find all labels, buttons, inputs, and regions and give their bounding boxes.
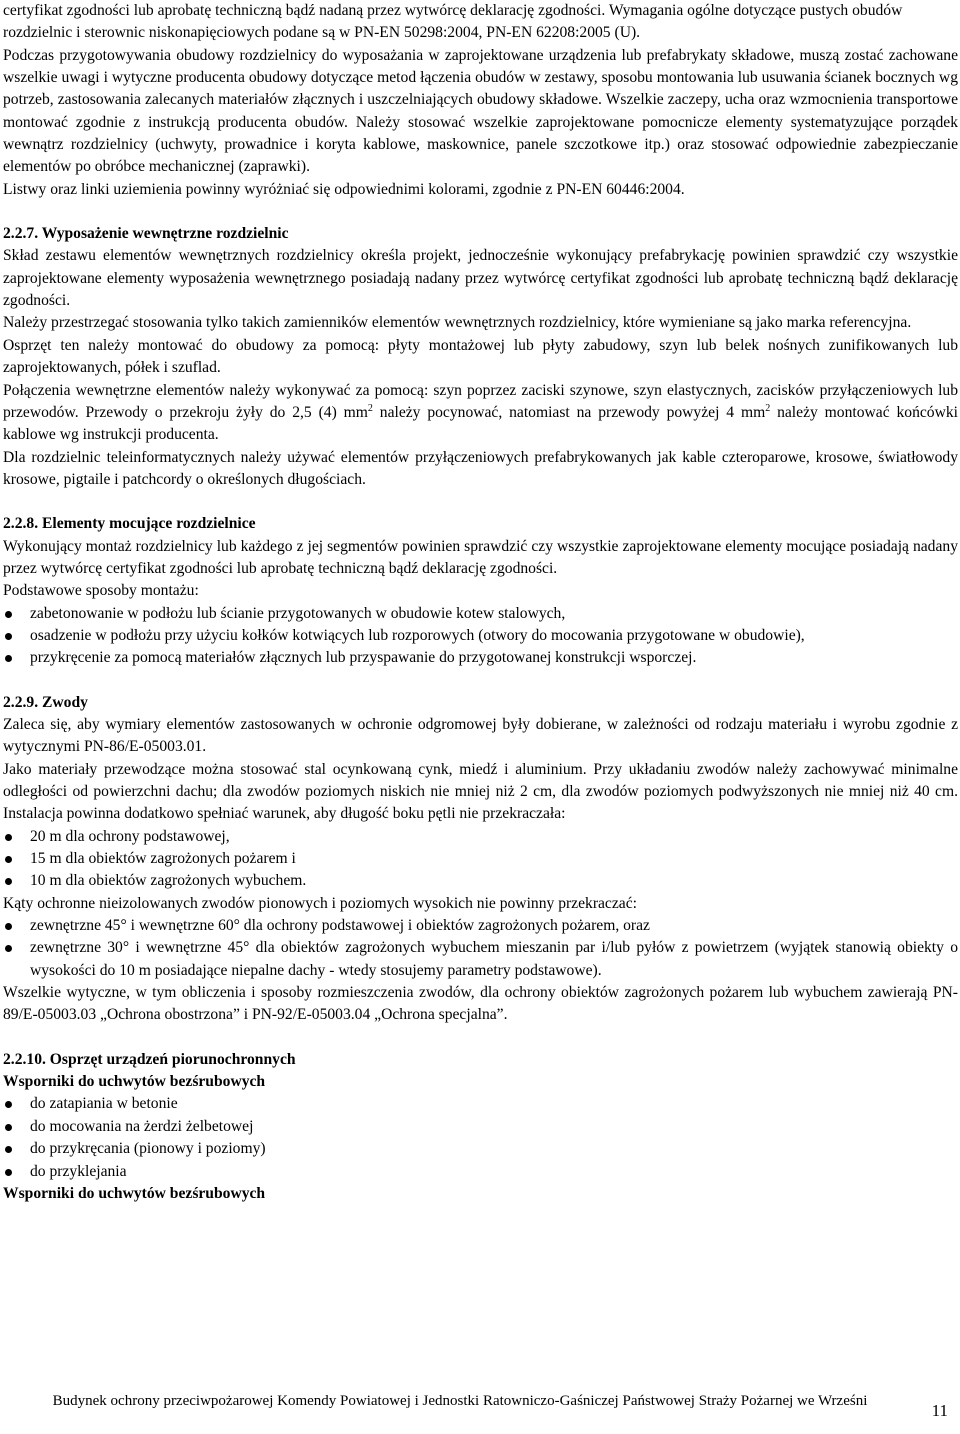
paragraph-227-5: Dla rozdzielnic teleinformatycznych należy używać elementów przyłączeniowych prefabrykowanych jak kable czteroparowe, krosowe, światłowody krosowe, pigtaile i patchcordy o określonych długościach. (3, 448, 958, 488)
list-item-text: osadzenie w podłożu przy użyciu kołków kotwiących lub rozporowych (otwory do mocowania przygotowane w obudowie), (30, 626, 805, 644)
superscript-squared: 2 (765, 402, 771, 414)
paragraph-227-2: Należy przestrzegać stosowania tylko takich zamienników elementów wewnętrznych rozdzielnicy, które wymieniane są jako marka referencyjna. (3, 314, 912, 332)
bullet-icon (5, 878, 12, 885)
footer-text: Budynek ochrony przeciwpożarowej Komendy Powiatowej i Jednostki Ratowniczo-Gaśniczej Państwowej Straży Pożarnej we Wrześni (52, 1393, 868, 1409)
list-item (3, 826, 958, 848)
section-gap (3, 1027, 958, 1049)
heading-2-2-10: 2.2.10. Osprzęt urządzeń piorunochronnych (3, 1050, 296, 1068)
list-item-text: do przyklejania (30, 1162, 127, 1180)
bullet-icon (5, 945, 12, 952)
bullet-icon (5, 1124, 12, 1131)
bullet-icon (5, 923, 12, 930)
paragraph-227-4-c: należy montować końcówki kablowe wg instrukcji producenta. (3, 403, 958, 444)
list-item (3, 647, 958, 669)
paragraph-intro: certyfikat zgodności lub aprobatę techniczną bądź nadaną przez wytwórcę deklarację zgodności. Wymagania ogólne dotyczące pustych obudów (3, 2, 903, 19)
list-item (3, 937, 958, 982)
list-item-text: zewnętrzne 30° i wewnętrzne 45° dla obiektów zagrożonych wybuchem mieszanin par i/lub pyłów z powietrzem (wyjątek stanowią obiekty o wysokości do 10 m posiadające niepalne dachy - wtedy stosujemy parametry podstawowe). (30, 939, 958, 979)
superscript-squared: 2 (367, 402, 373, 414)
list-item-text: do zatapiania w betonie (30, 1095, 178, 1113)
list-item-text: do mocowania na żerdzi żelbetowej (30, 1117, 254, 1135)
list-item-text: do przykręcania (pionowy i poziomy) (30, 1140, 266, 1158)
list-item (3, 915, 958, 937)
paragraph-227-1: Skład zestawu elementów wewnętrznych rozdzielnicy określa projekt, jednocześnie wykonujący prefabrykację powinien sprawdzić czy wszystkie zaprojektowane elementy wyposażenia wewnętrznego posiadają nadany przez wytwórcę certyfikat zgodności lub aprobatę techniczną bądź deklarację zgodności. (3, 247, 958, 310)
section-gap (3, 491, 958, 513)
paragraph-227-3: Osprzęt ten należy montować do obudowy za pomocą: płyty montażowej lub płyty zabudowy, szyn lub belek nośnych zunifikowanych lub zaprojektowanych, półek i szuflad. (3, 336, 958, 377)
bullet-icon (5, 655, 12, 662)
page-footer (0, 1391, 960, 1420)
paragraph-229-1: Zaleca się, aby wymiary elementów zastosowanych w ochronie odgromowej były dobierane, w zależności od rodzaju materiału i wyrobu zgodnie z wytycznymi PN-86/E-05003.01. (3, 715, 958, 756)
heading-2-2-8: 2.2.8. Elementy mocujące rozdzielnice (3, 515, 256, 533)
bullet-icon (5, 1146, 12, 1153)
section-gap (3, 670, 958, 692)
list-item-text: zabetonowanie w podłożu lub ścianie przygotowanych w obudowie kotew stalowych, (30, 604, 566, 622)
bullet-icon (5, 611, 12, 618)
subheading-brackets-2: Wsporniki do uchwytów bezśrubowych (3, 1184, 266, 1202)
paragraph-227-4-a: Połączenia wewnętrzne elementów należy wykonywać za pomocą: szyn poprzez zaciski szynowe, szyn elastycznych, zacisków przyłączeniowych lub przewodów. Przewody o przekroju żyły do 2,5 (4) mm (3, 381, 958, 421)
list-item (3, 625, 958, 647)
list-item-text: 20 m dla ochrony podstawowej, (30, 827, 230, 845)
list-item-text: przykręcenie za pomocą materiałów złącznych lub przyspawanie do przygotowanej konstrukcji wsporczej. (30, 649, 697, 667)
list-item (3, 848, 958, 870)
paragraph-228-2: Podstawowe sposoby montażu: (3, 582, 199, 600)
list-item (3, 870, 958, 892)
paragraph-listwy: Listwy oraz linki uziemienia powinny wyróżniać się odpowiednimi kolorami, zgodnie z PN-EN 60446:2004. (3, 180, 685, 198)
list-loop-lengths (3, 826, 958, 893)
bullet-icon (5, 633, 12, 640)
paragraph-227-4-b: należy pocynować, natomiast na przewody powyżej 4 mm (372, 403, 766, 421)
document-body (3, 0, 958, 1205)
list-mounting-methods (3, 603, 958, 670)
list-item (3, 1116, 958, 1138)
list-bracket-types (3, 1093, 958, 1182)
subheading-brackets: Wsporniki do uchwytów bezśrubowych (3, 1073, 266, 1091)
paragraph-227-4 (3, 380, 958, 447)
paragraph-intro-cont: rozdzielnic i sterownic niskonapięciowych podane są w PN-EN 50298:2004, PN-EN 62208:2005 (U). (3, 24, 641, 42)
list-item (3, 1093, 958, 1115)
list-item-text: 10 m dla obiektów zagrożonych wybuchem. (30, 872, 307, 890)
paragraph-229-4: Wszelkie wytyczne, w tym obliczenia i sposoby rozmieszczenia zwodów, dla ochrony obiektów zagrożonych pożarem lub wybuchem zawierają PN-89/E-05003.03 „Ochrona obostrzona” i PN-92/E-05003.04 „Ochrona specjalna”. (3, 984, 958, 1024)
list-item (3, 1138, 958, 1160)
paragraph-podczas: Podczas przygotowywania obudowy rozdzielnicy do wyposażania w zaprojektowane urządzenia lub prefabrykaty składowe, muszą zostać zachowane wszelkie uwagi i wytyczne producenta obudowy dotyczące metod łączenia obudów w zestawy, sposobu montowania lub usuwania ścianek bocznych wg potrzeb, zastosowania zalecanych materiałów złącznych i uszczelniających obudowy składowe. Wszelkie zaczepy, ucha oraz wzmocnienia transportowe montować zgodnie z instrukcją producenta obudów. Należy stosować wszelkie zaprojektowane pomocnicze elementy systematyzujące porządek wewnątrz rozdzielnicy (uchwyty, prowadnice i koryta kablowe, maskownice, panele szczotkowe itp.) oraz stosować odpowiednie zabezpieczanie elementów po obróbce mechanicznej (zaprawki). (3, 46, 958, 176)
bullet-icon (5, 1101, 12, 1108)
list-protection-angles (3, 915, 958, 982)
page-number: 11 (931, 1401, 948, 1420)
bullet-icon (5, 834, 12, 841)
list-item-text: zewnętrzne 45° i wewnętrzne 60° dla ochrony podstawowej i obiektów zagrożonych pożarem, oraz (30, 917, 650, 935)
bullet-icon (5, 856, 12, 863)
paragraph-228-1: Wykonujący montaż rozdzielnicy lub każdego z jej segmentów powinien sprawdzić czy wszystkie zaprojektowane elementy mocujące posiadają nadany przez wytwórcę certyfikat zgodności lub aprobatę techniczną bądź deklarację zgodności. (3, 537, 958, 577)
list-item (3, 603, 958, 625)
paragraph-229-2: Jako materiały przewodzące można stosować stal ocynkowaną cynk, miedź i aluminium. Przy układaniu zwodów należy zachowywać minimalne odległości od powierzchni dachu; dla zwodów poziomych niskich nie mniej niż 2 cm, dla zwodów poziomych podwyższonych nie mniej niż 40 cm. Instalacja powinna dodatkowo spełniać warunek, aby długość boku pętli nie przekraczała: (3, 760, 958, 823)
list-item-text: 15 m dla obiektów zagrożonych pożarem i (30, 850, 296, 868)
paragraph-229-3: Kąty ochronne nieizolowanych zwodów pionowych i poziomych wysokich nie powinny przekraczać: (3, 894, 637, 912)
section-gap (3, 201, 958, 223)
list-item (3, 1161, 958, 1183)
heading-2-2-9: 2.2.9. Zwody (3, 693, 88, 711)
heading-2-2-7: 2.2.7. Wyposażenie wewnętrzne rozdzielnic (3, 225, 289, 243)
bullet-icon (5, 1169, 12, 1176)
